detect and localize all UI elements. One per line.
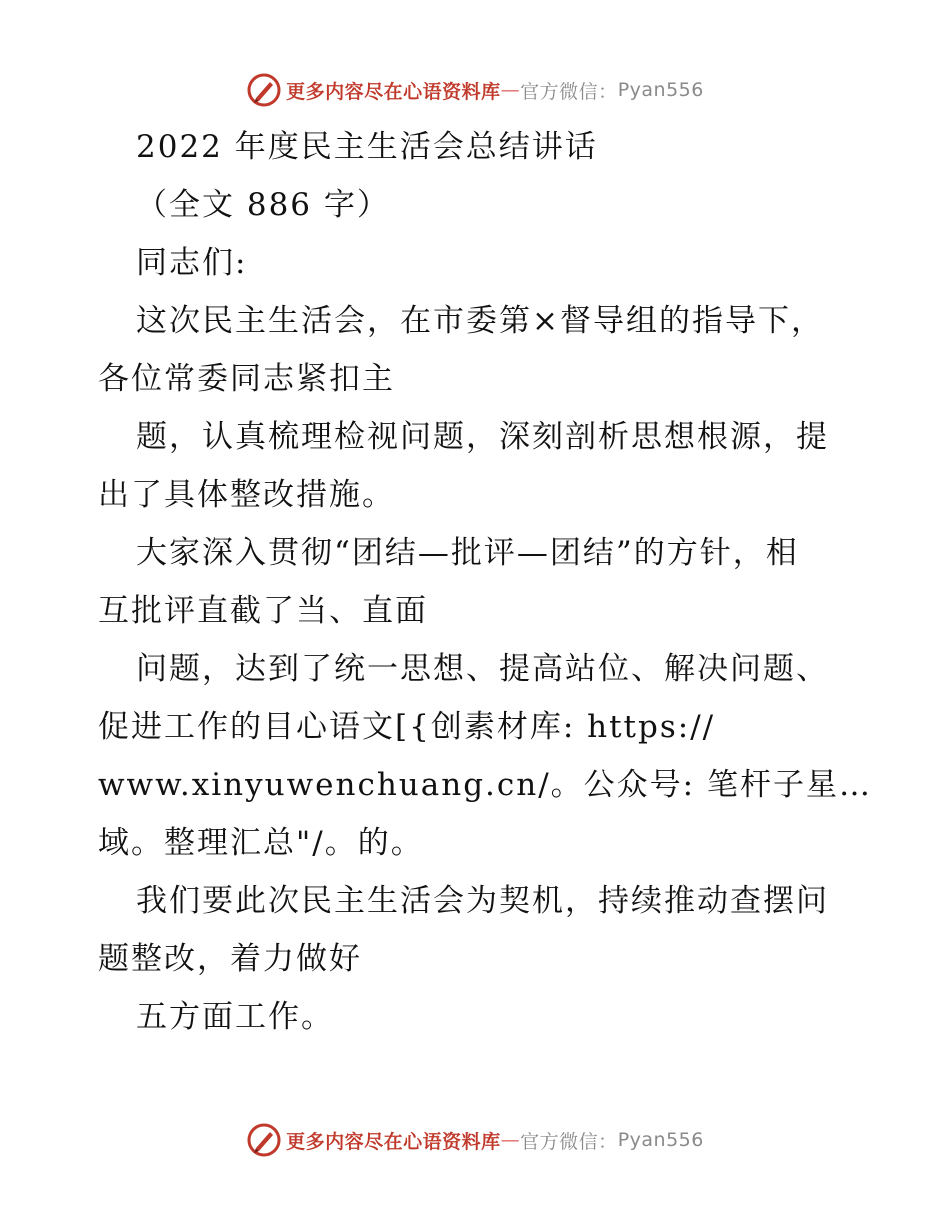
paragraph-line: 促进工作的目心语文[{创素材库: https:// [98, 709, 716, 745]
document-title: 2022 年度民主生活会总结讲话 [136, 129, 598, 165]
paragraph-line: 域。整理汇总"/。的。 [98, 825, 424, 861]
paragraph-line: 题，认真梳理检视问题，深刻剖析思想根源，提 [136, 419, 829, 455]
paragraph-line: 互批评直截了当、直面 [98, 593, 428, 629]
paragraph-line: 各位常委同志紧扣主 [98, 361, 395, 397]
paragraph-line: 这次民主生活会，在市委第×督导组的指导下， [136, 303, 824, 339]
document-body [98, 118, 872, 1046]
document-word-count: （全文 886 字） [136, 187, 390, 223]
pen-logo-icon [246, 72, 282, 108]
paragraph-line: www.xinyuwenchuang.cn/。公众号: 笔杆子星… [98, 767, 872, 803]
header-watermark-banner [0, 70, 950, 110]
paragraph-line: 五方面工作。 [136, 999, 334, 1035]
banner-wechat-label: 官方微信： [520, 80, 618, 103]
paragraph-line: 问题，达到了统一思想、提高站位、解决问题、 [136, 651, 829, 687]
pen-logo-icon [246, 1122, 282, 1158]
paragraph-line: 题整改，着力做好 [98, 941, 362, 977]
banner-main-text: 更多内容尽在心语资料库 [286, 1130, 501, 1153]
paragraph-line: 出了具体整改措施。 [98, 477, 395, 513]
banner-dash: — [500, 79, 521, 101]
paragraph-line: 大家深入贯彻“团结—批评—团结”的方针，相 [136, 535, 799, 571]
paragraph-line: 我们要此次民主生活会为契机，持续推动查摆问 [136, 883, 829, 919]
banner-wechat-id: Pyan556 [617, 1129, 704, 1151]
banner-main-text: 更多内容尽在心语资料库 [286, 80, 501, 103]
footer-watermark-banner [0, 1120, 950, 1160]
banner-wechat-label: 官方微信： [520, 1130, 618, 1153]
salutation: 同志们: [136, 245, 248, 281]
banner-dash: — [500, 1129, 521, 1151]
banner-wechat-id: Pyan556 [617, 79, 704, 101]
